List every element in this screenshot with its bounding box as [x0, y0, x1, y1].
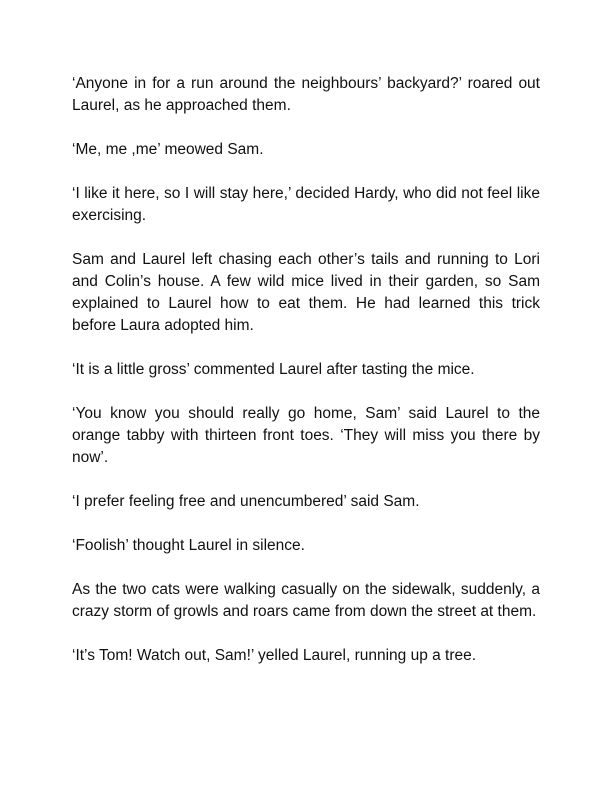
paragraph: ‘I like it here, so I will stay here,’ decided Hardy, who did not feel like exercising. [72, 185, 540, 224]
paragraph: ‘You know you should really go home, Sam’ said Laurel to the orange tabby with thirteen front toes. ‘They will miss you there by now’. [72, 405, 540, 466]
paragraph: ‘Foolish’ thought Laurel in silence. [72, 537, 305, 554]
paragraph: Sam and Laurel left chasing each other’s tails and running to Lori and Colin’s house. A few wild mice lived in their garden, so Sam explained to Laurel how to eat them. He had learned this trick before Laura adopted him. [72, 251, 540, 334]
paragraph: ‘Anyone in for a run around the neighbours’ backyard?’ roared out Laurel, as he approached them. [72, 75, 540, 114]
paragraph: ‘It is a little gross’ commented Laurel after tasting the mice. [72, 361, 475, 378]
paragraph: As the two cats were walking casually on the sidewalk, suddenly, a crazy storm of growls and roars came from down the street at them. [72, 581, 540, 620]
document-page [72, 73, 540, 689]
paragraph: ‘I prefer feeling free and unencumbered’ said Sam. [72, 493, 420, 510]
paragraph: ‘It’s Tom! Watch out, Sam!’ yelled Laurel, running up a tree. [72, 647, 477, 664]
paragraph: ‘Me, me ,me’ meowed Sam. [72, 141, 264, 158]
